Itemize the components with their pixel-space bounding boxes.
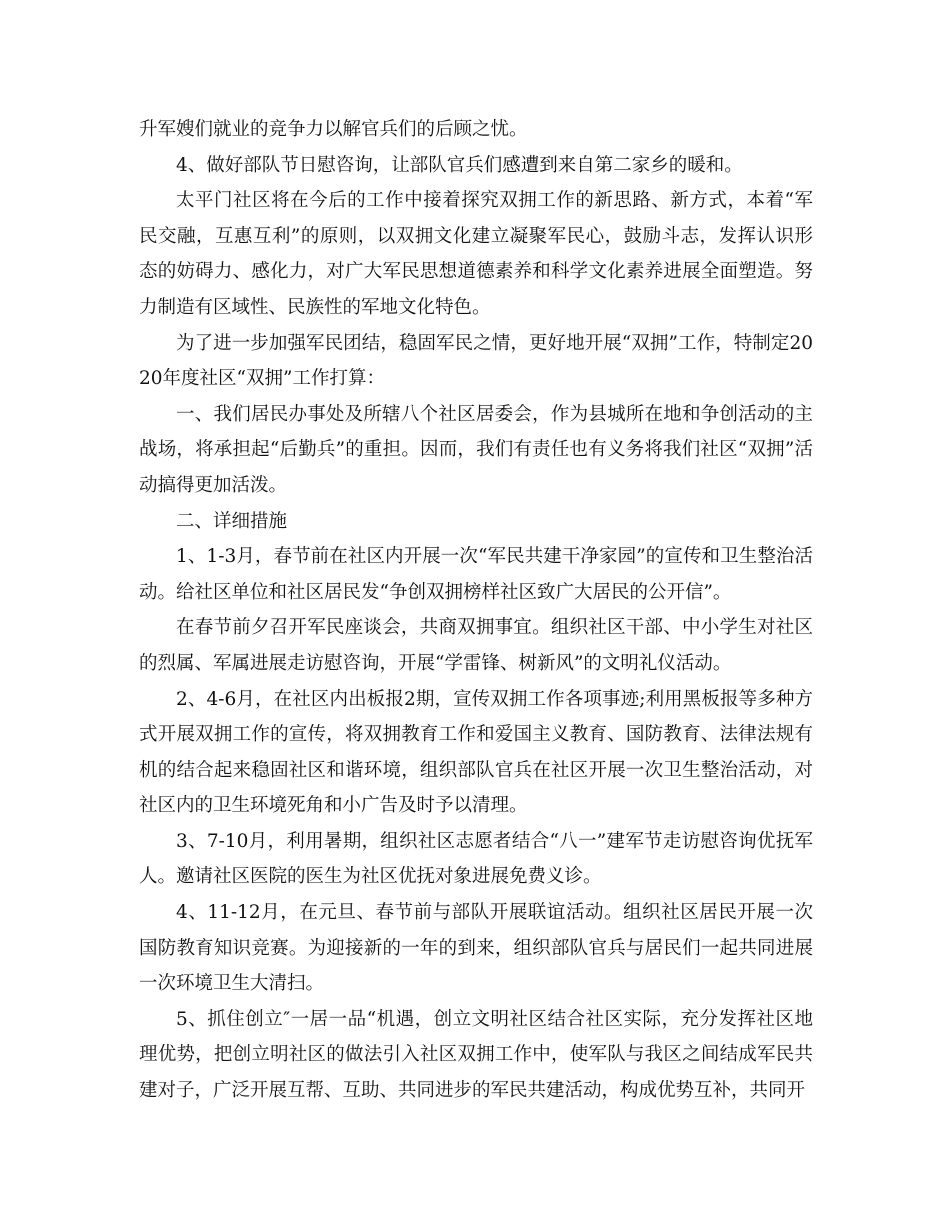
paragraph-continuation: 升军嫂们就业的竞争力以解官兵们的后顾之忧。 xyxy=(139,119,528,140)
paragraph-measure-4: 4、11-12月，在元旦、春节前与部队开展联谊活动。组织社区居民开展一次国防教育知识竞赛。为迎接新的一年的到来，组织部队官兵与居民们一起共同进展一次环境卫生大清扫。 xyxy=(139,902,813,995)
paragraph-measure-1-detail: 在春节前夕召开军民座谈会，共商双拥事宜。组织社区干部、中小学生对社区的烈属、军属进展走访慰咨询，开展“学雷锋、树新风”的文明礼仪活动。 xyxy=(139,617,813,674)
paragraph-measure-1: 1、1-3月，春节前在社区内开展一次“军民共建干净家园”的宣传和卫生整治活动。给社区单位和社区居民发“争创双拥榜样社区致广大居民的公开信”。 xyxy=(139,546,813,603)
document-body xyxy=(139,112,813,1109)
paragraph-item-4-festival-visits: 4、做好部队节日慰咨询，让部队官兵们感遭到来自第二家乡的暖和。 xyxy=(176,154,743,176)
paragraph-measure-5: 5、抓住创立″一居一品“机遇，创立文明社区结合社区实际，充分发挥社区地理优势，把创立明社区的做法引入社区双拥工作中，使军队与我区之间结成军民共建对子，广泛开展互帮、互助、共同进步的军民共建活动，构成优势互补，共同开 xyxy=(139,1008,813,1102)
paragraph-community-outlook: 太平门社区将在今后的工作中接着探究双拥工作的新思路、新方式，本着“军民交融，互惠互利”的原则，以双拥文化建立凝聚军民心，鼓励斗志，发挥认识形态的妨碍力、感化力，对广大军民思想道德素养和科学文化素养进展全面塑造。努力制造有区域性、民族性的军地文化特色。 xyxy=(139,190,813,318)
paragraph-plan-intro: 为了进一步加强军民团结，稳固军民之情，更好地开展“双拥”工作，特制定2020年度社区“双拥”工作打算： xyxy=(139,332,813,390)
paragraph-measure-2: 2、4-6月，在社区内出板报2期，宣传双拥工作各项事迹;利用黑板报等多种方式开展双拥工作的宣传，将双拥教育工作和爱国主义教育、国防教育、法律法规有机的结合起来稳固社区和谐环境，组织部队官兵在社区开展一次卫生整治活动，对社区内的卫生环境死角和小广告及时予以清理。 xyxy=(139,688,813,817)
paragraph-section-one: 一、我们居民办事处及所辖八个社区居委会，作为县城所在地和争创活动的主战场，将承担起“后勤兵”的重担。因而，我们有责任也有义务将我们社区“双拥”活动搞得更加活泼。 xyxy=(139,403,813,496)
section-heading-measures: 二、详细措施 xyxy=(176,510,288,532)
paragraph-measure-3: 3、7-10月，利用暑期，组织社区志愿者结合“八一”建军节走访慰咨询优抚军人。邀请社区医院的医生为社区优抚对象进展免费义诊。 xyxy=(139,830,813,888)
